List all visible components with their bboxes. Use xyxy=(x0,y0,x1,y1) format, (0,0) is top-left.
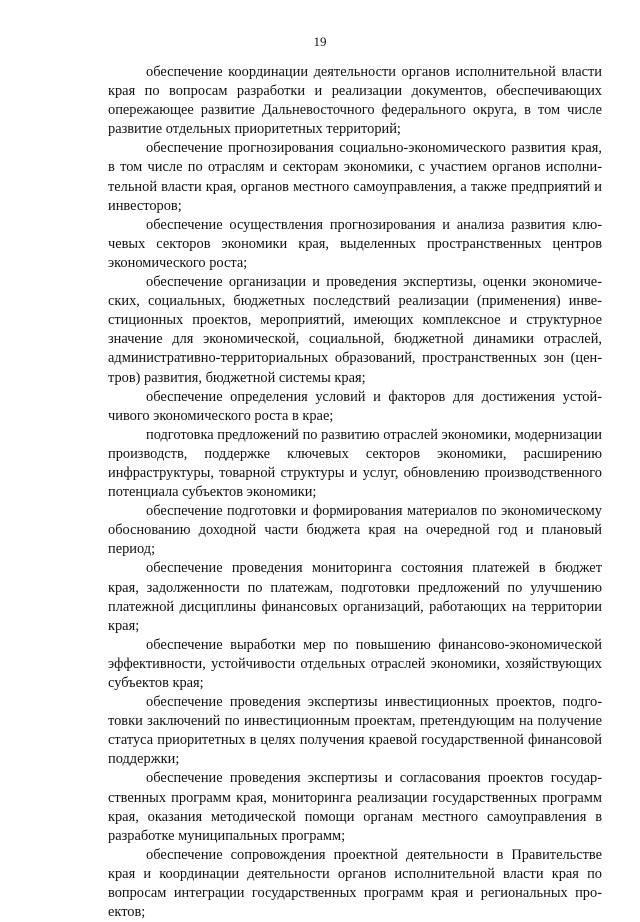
paragraph-2: обеспечение прогнозирования социально-экономического развития края, в том числе по отраслям и секторам экономики, с участием органов исполнительной власти края, органов местного самоуправления, а также предприятий и инвесторов; xyxy=(108,140,602,214)
paragraph-5: обеспечение определения условий и факторов для достижения устойчивого экономического роста в крае; xyxy=(108,388,602,424)
page-number: 19 xyxy=(313,34,327,49)
paragraph-4: обеспечение организации и проведения экспертизы, оценки экономических, социальных, бюджетных последствий реализации (применения) инвестиционных проектов, мероприятий, имеющих комплексное и структурное значение для экономической, социальной, бюджетной динамики отраслей, административно-территориальных образований, пространственных зон (центров) развития, бюджетной системы края; xyxy=(108,274,602,386)
paragraph-1: обеспечение координации деятельности органов исполнительной власти края по вопросам разработки и реализации документов, обеспечивающих опережающее развитие Дальневосточного федерального округа, в том числе развитие отдельных приоритетных территорий; xyxy=(108,64,602,138)
paragraph-11: обеспечение проведения экспертизы и согласования проектов государственных программ края, мониторинга реализации государственных программ края, оказания методической помощи органам местного самоуправления в разработке муниципальных программ; xyxy=(108,770,602,844)
paragraph-3: обеспечение осуществления прогнозирования и анализа развития ключевых секторов экономики края, выделенных пространственных центров экономического роста; xyxy=(108,216,602,271)
paragraph-7: обеспечение подготовки и формирования материалов по экономическому обоснованию доходной части бюджета края на очередной год и плановый период; xyxy=(108,503,602,558)
paragraph-12: обеспечение сопровождения проектной деятельности в Правительстве края и координации деятельности органов исполнительной власти края по вопросам интеграции государственных программ края и региональных проектов; xyxy=(108,846,602,921)
paragraph-9: обеспечение выработки мер по повышению финансово-экономической эффективности, устойчивости отдельных отраслей экономики, хозяйствующих субъектов края; xyxy=(108,636,602,691)
paragraph-8: обеспечение проведения мониторинга состояния платежей в бюджет края, задолженности по платежам, подготовки предложений по улучшению платежной дисциплины финансовых организаций, работающих на территории края; xyxy=(108,560,602,634)
paragraph-6: подготовка предложений по развитию отраслей экономики, модернизации производств, поддержке ключевых секторов экономики, расширению инфраструктуры, товарной структуры и услуг, обновлению производственного потенциала субъектов экономики; xyxy=(108,426,602,501)
document-body xyxy=(108,63,602,922)
paragraph-10: обеспечение проведения экспертизы инвестиционных проектов, подготовки заключений по инвестиционным проектам, претендующим на получение статуса приоритетных в целях получения краевой государственной финансовой поддержки; xyxy=(108,694,602,768)
